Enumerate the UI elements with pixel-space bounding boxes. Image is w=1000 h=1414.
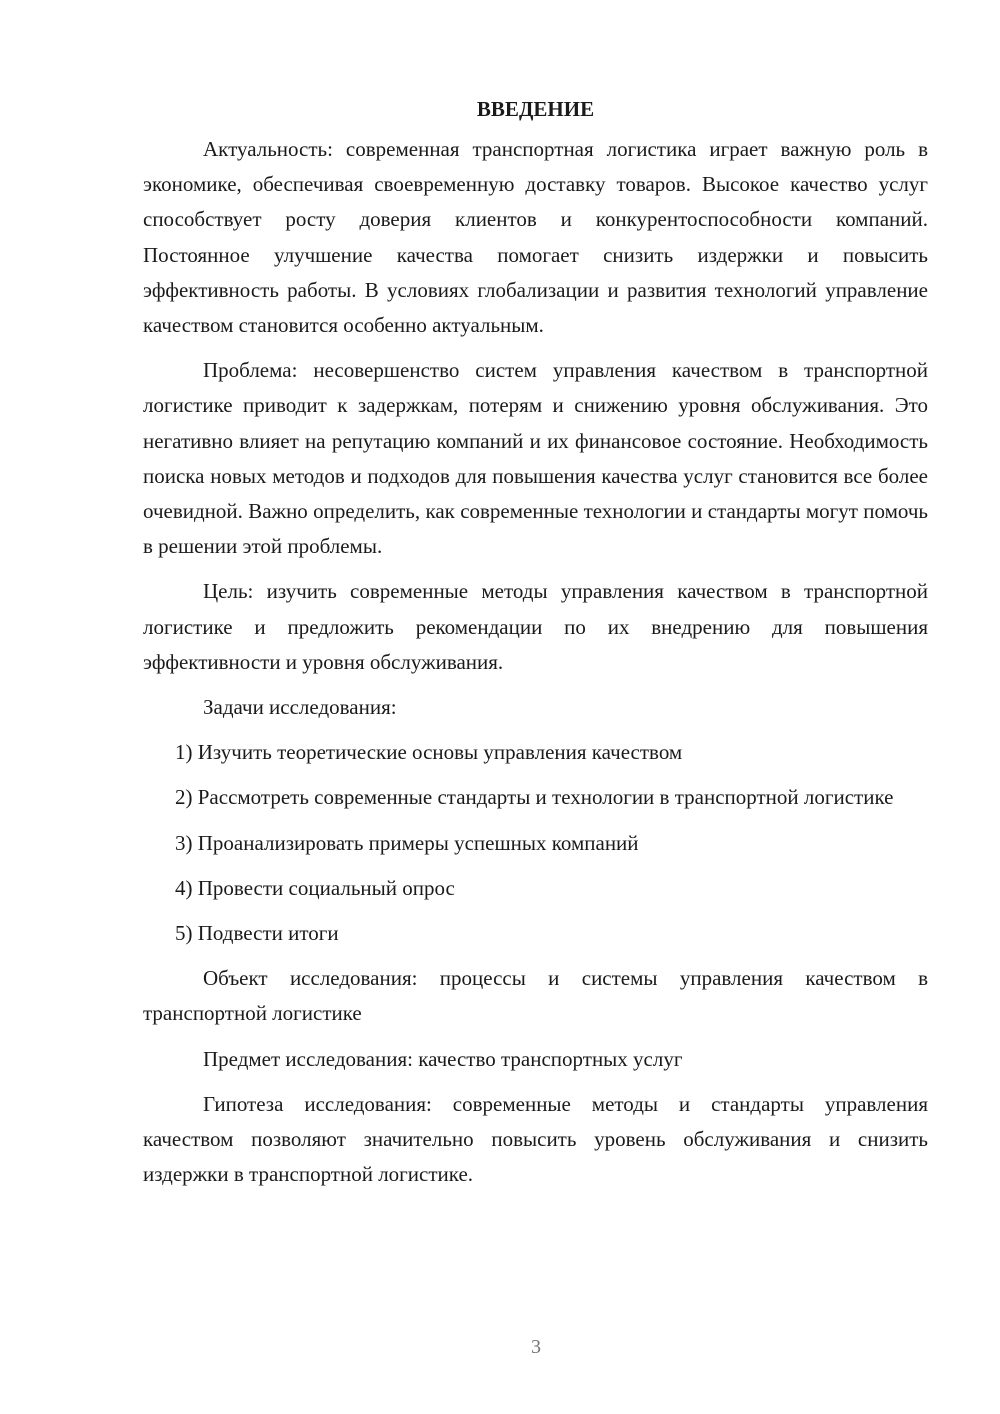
task-item: 4) Провести социальный опрос [175, 875, 455, 900]
paragraph-object: Объект исследования: процессы и системы управления качеством в транспортной логистике [143, 966, 928, 1026]
paragraph-problem: Проблема: несовершенство систем управления качеством в транспортной логистике приводит к задержкам, потерям и снижению уровня обслуживания. Это негативно влияет на репутацию компаний и их финансовое состояние. Необходимость поиска новых методов и подходов для повышения качества услуг становится все более очевидной. Важно определить, как современные технологии и стандарты могут помочь в решении этой проблемы. [143, 358, 928, 559]
paragraph-goal: Цель: изучить современные методы управления качеством в транспортной логистике и предложить рекомендации по их внедрению для повышения эффективности и уровня обслуживания. [143, 579, 928, 674]
paragraph-hypothesis: Гипотеза исследования: современные методы и стандарты управления качеством позволяют значительно повысить уровень обслуживания и снизить издержки в транспортной логистике. [143, 1091, 928, 1187]
paragraph-tasks-intro: Задачи исследования: [203, 695, 397, 720]
task-item: 5) Подвести итоги [175, 921, 339, 946]
page-body [143, 92, 928, 1202]
task-item: 2) Рассмотреть современные стандарты и технологии в транспортной логистике [175, 785, 894, 810]
task-list [143, 735, 928, 951]
section-heading: ВВЕДЕНИЕ [476, 97, 595, 121]
task-item: 3) Проанализировать примеры успешных компаний [175, 830, 639, 855]
paragraph-relevance: Актуальность: современная транспортная логистика играет важную роль в экономике, обеспечивая своевременную доставку товаров. Высокое качество услуг способствует росту доверия клиентов и конкурентоспособности компаний. Постоянное улучшение качества помогает снизить издержки и повысить эффективность работы. В условиях глобализации и развития технологий управление качеством становится особенно актуальным. [143, 137, 928, 338]
paragraph-subject: Предмет исследования: качество транспортных услуг [203, 1046, 683, 1071]
task-item: 1) Изучить теоретические основы управления качеством [175, 740, 683, 765]
page-number: 3 [531, 1336, 541, 1358]
